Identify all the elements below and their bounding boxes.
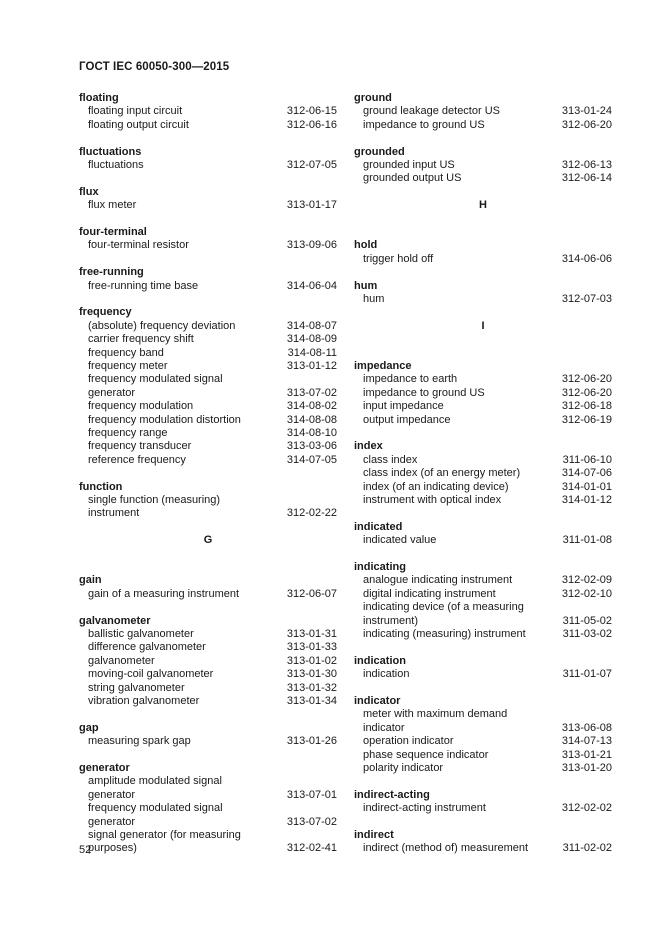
index-entry: [354, 387, 612, 400]
entry-code: 314-01-01: [561, 480, 612, 493]
index-entry: [79, 280, 337, 293]
index-heading: floating: [79, 92, 119, 104]
index-entry: [354, 159, 612, 172]
entry-code: 313-09-06: [286, 239, 337, 252]
index-heading: function: [79, 480, 123, 493]
entry-code: 312-02-41: [286, 842, 337, 855]
entry-code: 313-01-12: [286, 359, 337, 372]
entry-code: 314-08-08: [286, 413, 337, 426]
entry-code: 313-01-32: [286, 681, 337, 694]
index-entry: [79, 199, 337, 212]
entry-text: reference frequency: [88, 453, 186, 466]
entry-text: frequency modulation distortion: [88, 413, 241, 426]
index-heading: indicated: [354, 520, 403, 533]
entry-code: 314-06-04: [286, 279, 337, 292]
index-entry: [79, 668, 337, 681]
entry-code: 312-02-09: [561, 574, 612, 587]
index-group: [79, 306, 337, 467]
section-letter: G: [203, 534, 213, 547]
entry-text: free-running time base: [88, 279, 199, 292]
entry-code: 312-07-05: [286, 158, 337, 171]
entry-text: vibration galvanometer: [88, 694, 200, 707]
entry-text: floating input circuit: [88, 105, 183, 118]
index-heading: indication: [354, 654, 406, 667]
index-entry: [79, 682, 337, 695]
index-heading: galvanometer: [79, 614, 151, 627]
index-entry: [79, 360, 337, 373]
entry-text: galvanometer: [88, 654, 155, 667]
entry-text: indicated value: [363, 534, 437, 547]
index-group: [79, 481, 337, 521]
index-entry: [354, 842, 612, 855]
index-heading: gap: [79, 721, 99, 734]
index-entry: [354, 802, 612, 815]
entry-code: 312-06-16: [286, 118, 337, 131]
entry-text: string galvanometer: [88, 681, 185, 694]
entry-code: 311-01-08: [562, 534, 612, 547]
index-group: [354, 146, 612, 186]
index-entry: [79, 802, 337, 829]
entry-text: frequency meter: [88, 359, 168, 372]
index-heading: index: [354, 440, 383, 453]
index-entry: [79, 494, 337, 521]
entry-text: ballistic galvanometer: [88, 627, 194, 640]
entry-code: 314-08-11: [287, 346, 337, 359]
index-entry: [79, 320, 337, 333]
index-entry: [79, 427, 337, 440]
entry-code: 314-07-13: [561, 735, 612, 748]
entry-code: 311-02-02: [562, 842, 612, 855]
entry-code: 313-07-02: [286, 386, 337, 399]
entry-text: phase sequence indicator: [363, 748, 489, 761]
entry-code: 314-06-06: [561, 252, 612, 265]
entry-code: 312-06-15: [286, 105, 337, 118]
entry-text: polarity indicator: [363, 761, 444, 774]
index-group: [354, 829, 612, 856]
index-heading: generator: [79, 761, 130, 774]
entry-text: indirect (method of) measurement: [363, 842, 529, 855]
index-entry: [354, 119, 612, 132]
entry-code: 312-07-03: [561, 292, 612, 305]
entry-text: indicating (measuring) instrument: [363, 627, 526, 640]
entry-text: difference galvanometer: [88, 641, 206, 654]
entry-code: 313-01-17: [286, 199, 337, 212]
entry-text: impedance to ground US: [363, 118, 485, 131]
entry-text: indirect-acting instrument: [363, 802, 486, 815]
entry-text: hum: [363, 292, 385, 305]
entry-text: analogue indicating instrument: [363, 574, 513, 587]
entry-text: frequency transducer: [88, 440, 192, 453]
index-entry: [79, 105, 337, 118]
index-group: [79, 266, 337, 293]
index-entry: [79, 414, 337, 427]
entry-code: 313-01-33: [286, 641, 337, 654]
index-entry: [79, 333, 337, 346]
entry-text: class index: [363, 453, 418, 466]
index-column-left: [79, 92, 337, 869]
index-entry: [354, 105, 612, 118]
entry-text: single function (measuring) instrument: [88, 493, 221, 520]
index-group: [79, 146, 337, 173]
index-entry: [79, 454, 337, 467]
entry-code: 313-01-34: [286, 694, 337, 707]
index-entry: [79, 829, 337, 856]
entry-text: impedance to ground US: [363, 386, 485, 399]
entry-code: 313-01-31: [286, 627, 337, 640]
entry-code: 313-06-08: [561, 721, 612, 734]
entry-code: 313-03-06: [286, 440, 337, 453]
index-entry: [354, 588, 612, 601]
entry-text: grounded output US: [363, 172, 462, 185]
entry-code: 312-06-20: [561, 373, 612, 386]
entry-text: fluctuations: [88, 158, 144, 171]
index-group: [79, 615, 337, 709]
index-group: [79, 574, 337, 601]
entry-text: frequency range: [88, 426, 168, 439]
entry-text: frequency modulated signal generator: [88, 373, 223, 399]
index-entry: [79, 400, 337, 413]
index-entry: [354, 373, 612, 386]
index-heading: grounded: [354, 145, 405, 158]
index-entry: [79, 159, 337, 172]
entry-text: signal generator (for measuring purposes): [88, 828, 241, 855]
index-entry: [354, 467, 612, 480]
index-group: [354, 360, 612, 427]
entry-code: 312-06-19: [561, 413, 612, 426]
index-entry: [79, 775, 337, 802]
index-group: [79, 762, 337, 856]
entry-text: meter with maximum demand indicator: [363, 708, 508, 734]
index-group: [79, 226, 337, 253]
entry-code: 311-05-02: [562, 614, 612, 627]
index-group: [79, 186, 337, 213]
index-entry: [79, 119, 337, 132]
index-heading: indirect-acting: [354, 788, 430, 801]
index-heading: gain: [79, 574, 102, 587]
entry-text: output impedance: [363, 413, 451, 426]
index-entry: [79, 655, 337, 668]
index-entry: [354, 574, 612, 587]
index-entry: [354, 172, 612, 185]
index-entry: [79, 628, 337, 641]
entry-code: 314-08-07: [286, 319, 337, 332]
index-entry: [354, 293, 612, 306]
index-heading: impedance: [354, 359, 412, 372]
entry-text: gain of a measuring instrument: [88, 587, 240, 600]
index-group: [79, 722, 337, 749]
entry-text: frequency band: [88, 346, 164, 359]
entry-code: 313-01-02: [286, 654, 337, 667]
index-entry: [354, 708, 612, 735]
entry-text: indicating device (of a measuring instrument): [363, 601, 524, 627]
entry-code: 312-06-07: [286, 587, 337, 600]
entry-code: 312-06-14: [561, 172, 612, 185]
entry-code: 314-08-02: [286, 400, 337, 413]
entry-code: 312-06-18: [561, 400, 612, 413]
entry-code: 312-06-20: [561, 118, 612, 131]
entry-code: 311-01-07: [562, 668, 612, 681]
index-heading: free-running: [79, 266, 144, 279]
index-group: [354, 280, 612, 307]
index-entry: [79, 239, 337, 252]
index-group: [354, 695, 612, 775]
entry-code: 313-07-02: [286, 815, 337, 828]
entry-code: 313-01-21: [561, 748, 612, 761]
entry-code: 311-03-02: [562, 627, 612, 640]
index-entry: [79, 735, 337, 748]
entry-code: 314-08-09: [286, 333, 337, 346]
index-group: [354, 440, 612, 507]
entry-text: digital indicating instrument: [363, 587, 496, 600]
index-heading: four-terminal: [79, 225, 147, 238]
index-entry: [354, 601, 612, 628]
index-group: [354, 92, 612, 132]
entry-text: grounded input US: [363, 158, 455, 171]
index-entry: [354, 668, 612, 681]
entry-code: 312-02-02: [561, 802, 612, 815]
index-entry: [354, 414, 612, 427]
index-heading: hold: [354, 239, 378, 252]
entry-code: 312-06-13: [561, 158, 612, 171]
entry-text: frequency modulation: [88, 400, 194, 413]
section-letter: I: [481, 319, 485, 332]
index-heading: frequency: [79, 306, 132, 319]
entry-code: 313-07-01: [286, 788, 337, 801]
index-entry: [79, 373, 337, 400]
index-heading: indirect: [354, 828, 394, 841]
index-column-right: [354, 92, 612, 869]
entry-text: operation indicator: [363, 735, 454, 748]
document-header: ГОСТ IEC 60050-300—2015: [79, 61, 230, 73]
entry-text: floating output circuit: [88, 118, 189, 131]
index-entry: [354, 534, 612, 547]
index-entry: [354, 762, 612, 775]
entry-text: four-terminal resistor: [88, 239, 189, 252]
entry-text: trigger hold off: [363, 252, 434, 265]
index-entry: [354, 749, 612, 762]
index-entry: [354, 253, 612, 266]
entry-text: impedance to earth: [363, 373, 458, 386]
entry-code: 312-06-20: [561, 386, 612, 399]
entry-text: carrier frequency shift: [88, 333, 194, 346]
index-entry: [79, 347, 337, 360]
index-group: [354, 239, 612, 266]
entry-code: 312-02-22: [286, 507, 337, 520]
entry-code: 314-07-05: [286, 453, 337, 466]
index-group: [354, 521, 612, 548]
entry-code: 312-02-10: [561, 587, 612, 600]
index-heading: hum: [354, 279, 378, 292]
index-entry: [79, 440, 337, 453]
entry-code: 314-08-10: [286, 426, 337, 439]
index-heading: flux: [79, 185, 99, 198]
entry-code: 313-01-30: [286, 668, 337, 681]
index-group: [354, 655, 612, 682]
index-entry: [354, 454, 612, 467]
entry-text: flux meter: [88, 199, 137, 212]
entry-text: index (of an indicating device): [363, 480, 509, 493]
entry-text: frequency modulated signal generator: [88, 802, 223, 828]
entry-text: indication: [363, 668, 410, 681]
index-group: [354, 561, 612, 641]
section-letter: H: [479, 199, 487, 212]
entry-text: moving-coil galvanometer: [88, 668, 214, 681]
entry-text: input impedance: [363, 400, 444, 413]
page-number: 52: [79, 844, 92, 856]
index-entry: [354, 735, 612, 748]
index-entry: [354, 628, 612, 641]
index-entry: [354, 494, 612, 507]
index-entry: [79, 641, 337, 654]
entry-text: class index (of an energy meter): [363, 467, 521, 480]
entry-code: 314-07-06: [561, 467, 612, 480]
entry-code: 311-06-10: [562, 453, 612, 466]
entry-code: 313-01-24: [561, 105, 612, 118]
entry-text: ground leakage detector US: [363, 105, 500, 118]
index-entry: [79, 588, 337, 601]
index-entry: [79, 695, 337, 708]
index-heading: indicating: [354, 560, 406, 573]
index-heading: fluctuations: [79, 145, 142, 158]
entry-text: (absolute) frequency deviation: [88, 319, 236, 332]
index-entry: [354, 400, 612, 413]
index-group: [354, 789, 612, 816]
entry-code: 313-01-20: [561, 761, 612, 774]
index-group: [79, 92, 337, 132]
entry-text: instrument with optical index: [363, 493, 502, 506]
index-entry: [354, 481, 612, 494]
entry-text: amplitude modulated signal generator: [88, 775, 222, 801]
index-heading: ground: [354, 92, 392, 104]
entry-text: measuring spark gap: [88, 735, 191, 748]
index-heading: indicator: [354, 694, 401, 707]
entry-code: 314-01-12: [561, 493, 612, 506]
entry-code: 313-01-26: [286, 735, 337, 748]
